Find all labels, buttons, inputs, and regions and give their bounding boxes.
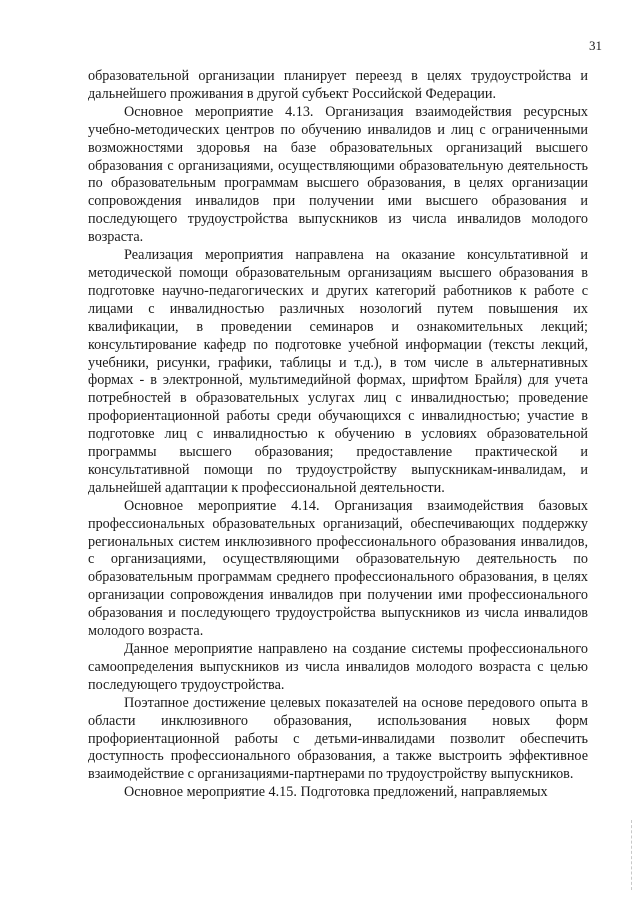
document-body bbox=[88, 68, 588, 802]
scan-edge-mark bbox=[630, 820, 632, 890]
paragraph-targets: Поэтапное достижение целевых показателей на основе передового опыта в области инклюзивного образования, использования новых форм профориентационной работы с детьми-инвалидами позволит обеспечить доступность профессионального образования, а также выстроить эффективное взаимодействие с организациями-партнерами по трудоустройству выпускников. bbox=[88, 694, 588, 783]
paragraph-measure-4-14: Основное мероприятие 4.14. Организация взаимодействия базовых профессиональных образовательных организаций, обеспечивающих поддержку региональных систем инклюзивного профессионального образования инвалидов, с организациями, осуществляющими образовательную деятельность по образовательным программам среднего профессионального образования, в целях организации сопровождения инвалидов при получении ими профессионального образования и последующего трудоустройства выпускников из числа инвалидов молодого возраста. bbox=[88, 497, 588, 640]
paragraph-measure-4-13: Основное мероприятие 4.13. Организация взаимодействия ресурсных учебно-методических центров по обучению инвалидов и лиц с ограниченными возможностями здоровья на базе образовательных организаций высшего образования с организациями, осуществляющими образовательную деятельность по образовательным программам высшего образования, в целях организации сопровождения инвалидов при получении ими высшего образования и последующего трудоустройства выпускников из числа инвалидов молодого возраста. bbox=[88, 103, 588, 246]
page-number: 31 bbox=[589, 38, 602, 53]
paragraph-measure-4-15: Основное мероприятие 4.15. Подготовка предложений, направляемых bbox=[124, 784, 548, 801]
paragraph-measure-aim: Данное мероприятие направлено на создание системы профессионального самоопределения выпускников из числа инвалидов молодого возраста с целью последующего трудоустройства. bbox=[88, 641, 588, 693]
paragraph-continuation: образовательной организации планирует переезд в целях трудоустройства и дальнейшего проживания в другой субъект Российской Федерации. bbox=[88, 68, 588, 102]
paragraph-implementation: Реализация мероприятия направлена на оказание консультативной и методической помощи образовательным организациям высшего образования в подготовке научно-педагогических и других категорий работников к работе с лицами с инвалидностью различных нозологий путем повышения их квалификации, в проведении семинаров и ознакомительных лекций; консультирование кафедр по подготовке учебной информации (тексты лекций, учебники, рисунки, графики, таблицы и т.д.), в том числе в альтернативных формах - в электронной, мультимедийной формах, шрифтом Брайля) для учета потребностей в образовательных услугах лиц с инвалидностью; проведение профориентационной работы среди обучающихся с инвалидностью; участие в подготовке лиц с инвалидностью к обучению в условиях образовательной программы высшего образования; предоставление практической и консультативной помощи по трудоустройству выпускникам-инвалидам, и дальнейшей адаптации к профессиональной деятельности. bbox=[88, 247, 588, 496]
